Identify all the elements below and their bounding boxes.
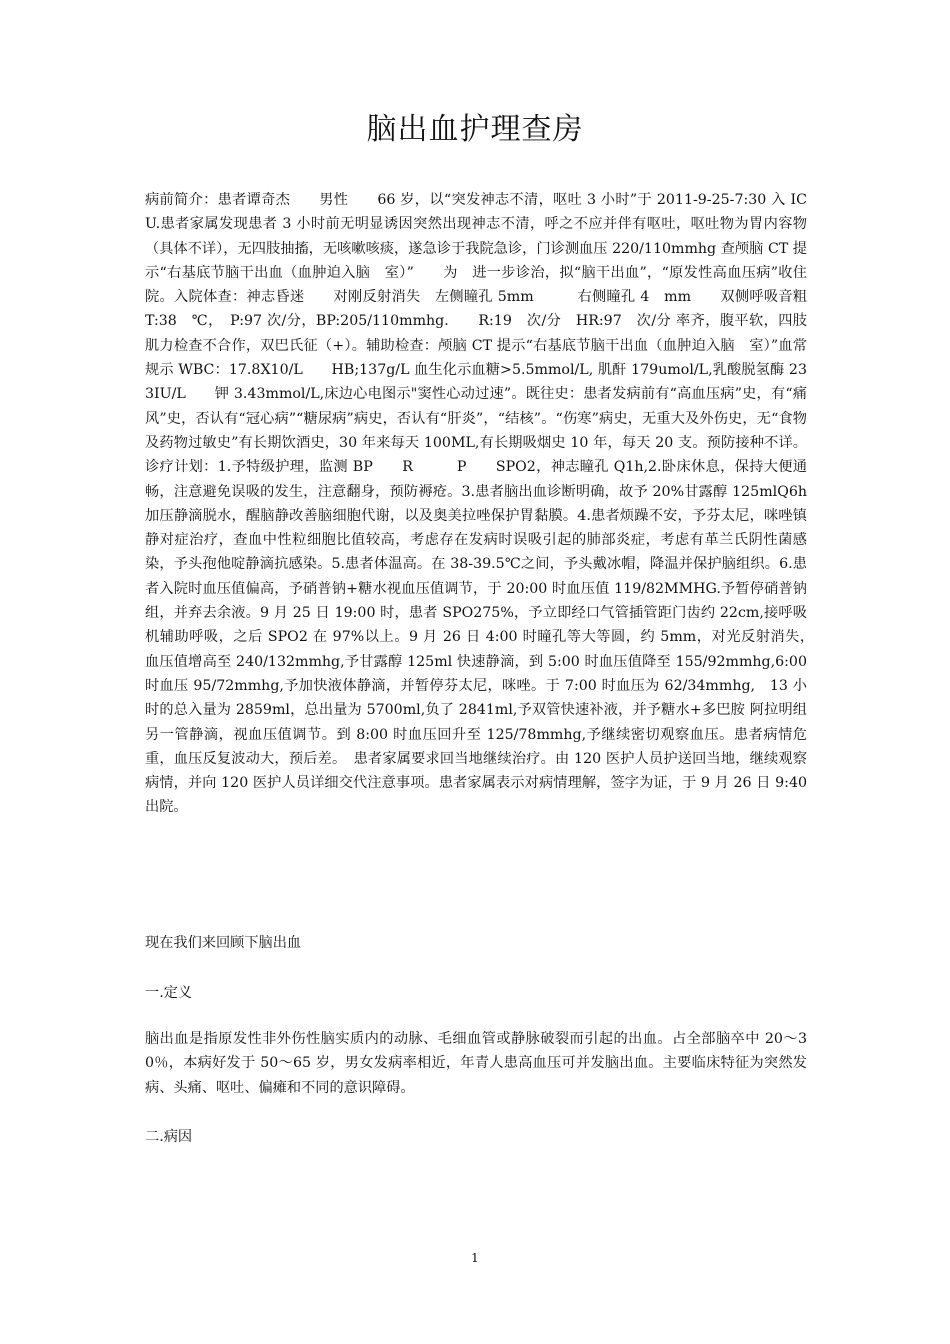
case-summary-paragraph: 病前简介：患者谭奇杰 男性 66 岁，以“突发神志不清，呕吐 3 小时”于 2011-9-25-7:30 入 ICU.患者家属发现患者 3 小时前无明显诱因突然出现神志不清，呼之不应并伴有呕吐，呕吐物为胃内容物（具体不详），无四肢抽搐，无咳嗽咳痰，遂急诊于我院急诊，门诊测血压 220/110mmhg 查颅脑 CT 提示“右基底节脑干出血（血肿迫入脑 室）” 为 进一步诊治，拟“脑干出血”，“原发性高血压病”收住院。入院体查：神志昏迷 对刚反射消失 左侧瞳孔 5mm 右侧瞳孔 4 mm 双侧呼吸音粗 T:38 ℃， P:97 次/分，BP:205/110mmhg. R:19 次/分 HR:97 次/分 率齐，腹平软，四肢肌力检查不合作，双巴氏征（+）。辅助检查：颅脑 CT 提示“右基底节脑干出血（血肿迫入脑 室）”血常规示 WBC：17.8X10/L HB;137g/L 血生化示血糖>5.5mmol/L, 肌酐 179umol/L,乳酸脱氢酶 233IU/L 钾 3.43mmol/L,床边心电图示"窦性心动过速”。既往史：患者发病前有“高血压病”史，有“痛风”史，否认有“冠心病”“糖尿病”病史，否认有“肝炎”，“结核”。“伤寒”病史，无重大及外伤史，无“食物及药物过敏史”有长期饮酒史，30 年来每天 100ML,有长期吸烟史 10 年，每天 20 支。预防接种不详。诊疗计划：1.予特级护理，监测 BP R P SPO2，神志瞳孔 Q1h,2.卧床休息，保持大便通畅，注意避免误吸的发生，注意翻身，预防褥疮。3.患者脑出血诊断明确，故予 20%甘露醇 125mlQ6h 加压静滴脱水，醒脑静改善脑细胞代谢，以及奥美拉唑保护胃黏膜。4.患者烦躁不安，予芬太尼，咪唑镇静对症治疗，查血中性粒细胞比值较高，考虑存在发病时误吸引起的肺部炎症，考虑有革兰氏阴性菌感染，予头孢他啶静滴抗感染。5.患者体温高。在 38-39.5℃之间，予头戴冰帽，降温并保护脑组织。6.患者入院时血压值偏高，予硝普钠+糖水视血压值调节，于 20:00 时血压值 119/82MMHG.予暂停硝普钠组，并弃去余液。9 月 25 日 19:00 时，患者 SPO275%，予立即经口气管插管距门齿约 22cm,接呼吸机辅助呼吸，之后 SPO2 在 97%以上。9 月 26 日 4:00 时瞳孔等大等圆，约 5mm，对光反射消失， 血压值增高至 240/132mmhg,予甘露醇 125ml 快速静滴，到 5:00 时血压值降至 155/92mmhg,6:00 时血压 95/72mmhg,予加快液体静滴，并暂停芬太尼，咪唑。于 7:00 时血压为 62/34mmhg, 13 小时的总入量为 2859ml，总出量为 5700ml,负了 2841ml,予双管快速补液，并予糖水+多巴胺 阿拉明组另一管静滴，视血压值调节。到 8:00 时血压回升至 125/78mmhg,予继续密切观察血压。患者病情危重，血压反复波动大，预后差。 患者家属要求回当地继续治疗。由 120 医护人员护送回当地，继续观察病情，并向 120 医护人员详细交代注意事项。患者家属表示对病情理解，签字为证，于 9 月 26 日 9:40 出院。	[145, 192, 822, 816]
document-title: 脑出血护理查房	[366, 112, 584, 147]
section-heading-definition: 一.定义	[145, 985, 193, 1001]
section-heading-etiology: 二.病因	[145, 1129, 193, 1145]
review-intro-paragraph: 现在我们来回顾下脑出血	[145, 935, 302, 951]
definition-paragraph: 脑出血是指原发性非外伤性脑实质内的动脉、毛细血管或静脉破裂而引起的出血。占全部脑卒中 20～30％，本病好发于 50～65 岁，男女发病率相近，年青人患高血压可并发脑出血。主要临床特征为突然发病、头痛、呕吐、偏瘫和不同的意识障碍。	[145, 1031, 807, 1096]
page-number: 1	[471, 1251, 479, 1265]
